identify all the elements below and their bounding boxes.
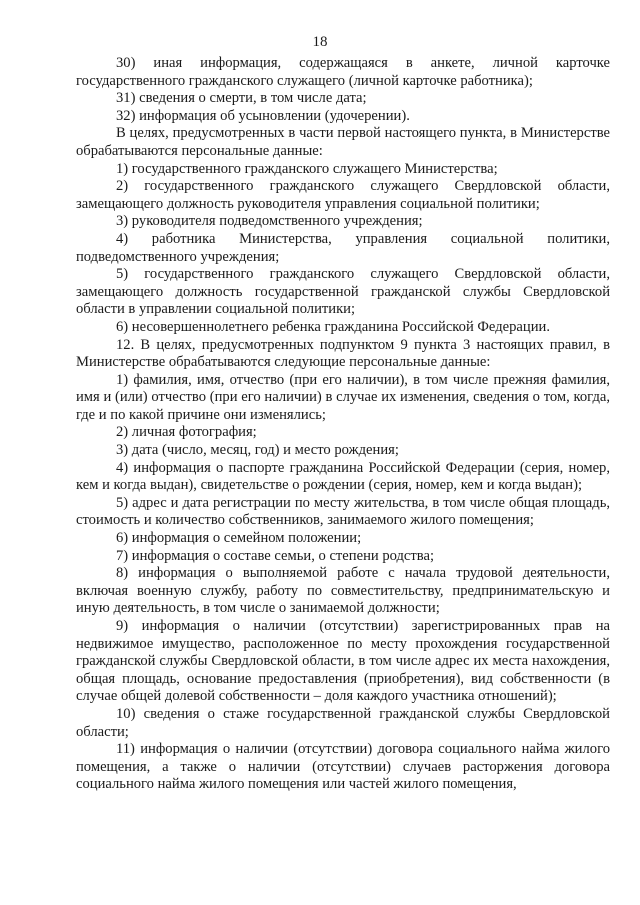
paragraph-data-5: 5) адрес и дата регистрации по месту жительства, в том числе общая площадь, стоимость и количество собственников, занимаемого жилого помещения; (76, 494, 610, 529)
paragraph-subject-6: 6) несовершеннолетнего ребенка гражданина Российской Федерации. (116, 318, 550, 335)
paragraph-data-7: 7) информация о составе семьи, о степени родства; (116, 547, 435, 564)
document-body (76, 55, 610, 794)
paragraph-item-31: 31) сведения о смерти, в том числе дата; (116, 90, 367, 107)
paragraph-data-8: 8) информация о выполняемой работе с начала трудовой деятельности, включая военную службу, работу по совместительству, предпринимательскую и иную деятельность, в том числе о занимаемой должности; (76, 565, 610, 617)
paragraph-subject-1: 1) государственного гражданского служащего Министерства; (116, 160, 498, 177)
paragraph-item-32: 32) информация об усыновлении (удочерении). (116, 107, 410, 124)
paragraph-data-9: 9) информация о наличии (отсутствии) зарегистрированных прав на недвижимое имущество, расположенное по месту прохождения государственной гражданской службы Свердловской области, в том числе адрес их места нахождения, общая площадь, основание предоставления (приобретения), вид собственности (в случае общей долевой собственности – доля каждого участника отношений); (76, 618, 610, 705)
paragraph-data-2: 2) личная фотография; (116, 424, 257, 441)
paragraph-data-10: 10) сведения о стаже государственной гражданской службы Свердловской области; (76, 705, 610, 740)
paragraph-clause-12: 12. В целях, предусмотренных подпунктом 9 пункта 3 настоящих правил, в Министерстве обрабатываются следующие персональные данные: (76, 336, 610, 371)
paragraph-subject-5: 5) государственного гражданского служащего Свердловской области, замещающего должность государственной гражданской службы Свердловской области в управлении социальной политики; (76, 266, 610, 318)
paragraph-subject-3: 3) руководителя подведомственного учреждения; (116, 213, 423, 230)
paragraph-data-11: 11) информация о наличии (отсутствии) договора социального найма жилого помещения, а также о наличии (отсутствии) случаев расторжения договора социального найма жилого помещения или частей жилого помещения, (76, 741, 610, 793)
paragraph-data-4: 4) информация о паспорте гражданина Российской Федерации (серия, номер, кем и когда выдан), свидетельстве о рождении (серия, номер, кем и когда выдан); (76, 459, 610, 494)
paragraph-subject-2: 2) государственного гражданского служащего Свердловской области, замещающего должность руководителя управления социальной политики; (76, 178, 610, 212)
paragraph-item-30: 30) иная информация, содержащаяся в анкете, личной карточке государственного гражданского служащего (личной карточке работника); (76, 55, 610, 89)
paragraph-purpose-intro: В целях, предусмотренных в части первой настоящего пункта, в Министерстве обрабатываются персональные данные: (76, 125, 610, 159)
paragraph-data-3: 3) дата (число, месяц, год) и место рождения; (116, 442, 399, 459)
paragraph-subject-4: 4) работника Министерства, управления социальной политики, подведомственного учреждения; (76, 230, 610, 265)
paragraph-data-1: 1) фамилия, имя, отчество (при его наличии), в том числе прежняя фамилия, имя и (или) отчество (при его наличии) в случае их изменения, сведения о том, когда, где и по какой причине они изменялись; (76, 371, 610, 423)
paragraph-data-6: 6) информация о семейном положении; (116, 530, 362, 547)
page-number: 18 (312, 34, 328, 50)
